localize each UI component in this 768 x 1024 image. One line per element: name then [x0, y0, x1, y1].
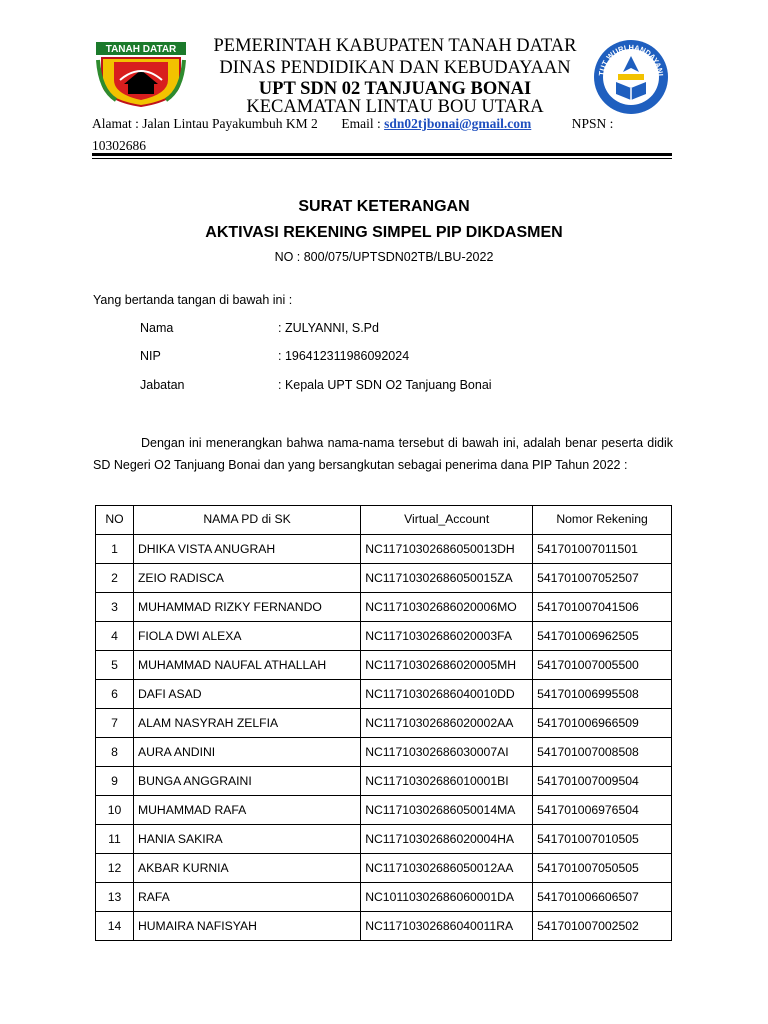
- nip-label: NIP: [140, 349, 161, 363]
- cell-no: 7: [96, 709, 134, 738]
- cell-nama: FIOLA DWI ALEXA: [133, 622, 360, 651]
- cell-nomor-rekening: 541701006606507: [533, 883, 672, 912]
- table-row: [96, 593, 672, 622]
- col-header-virtual-account: Virtual_Account: [361, 506, 533, 535]
- kop-line-1: PEMERINTAH KABUPATEN TANAH DATAR: [213, 36, 577, 56]
- kop-line-2: DINAS PENDIDIKAN DAN KEBUDAYAAN: [219, 58, 571, 78]
- table-row: [96, 796, 672, 825]
- document-subtitle: AKTIVASI REKENING SIMPEL PIP DIKDASMEN: [205, 224, 563, 241]
- cell-no: 6: [96, 680, 134, 709]
- kop-line-3: UPT SDN 02 TANJUANG BONAI: [258, 79, 532, 99]
- cell-nama: HUMAIRA NAFISYAH: [133, 912, 360, 941]
- cell-no: 14: [96, 912, 134, 941]
- cell-nama: MUHAMMAD NAUFAL ATHALLAH: [133, 651, 360, 680]
- cell-virtual-account: NC11710302686030007AI: [361, 738, 533, 767]
- table-row: [96, 854, 672, 883]
- statement-paragraph: Dengan ini menerangkan bahwa nama-nama tersebut di bawah ini, adalah benar peserta didik SD Negeri O2 Tanjuang Bonai dan yang bersangkutan sebagai penerima dana PIP Tahun 2022 :: [93, 436, 673, 472]
- document-title: SURAT KETERANGAN: [298, 198, 470, 215]
- cell-virtual-account: NC11710302686050013DH: [361, 535, 533, 564]
- cell-no: 5: [96, 651, 134, 680]
- address-label: Alamat : Jalan Lintau Payakumbuh KM 2: [92, 116, 318, 131]
- cell-nomor-rekening: 541701007050505: [533, 854, 672, 883]
- recipient-table: [95, 505, 672, 941]
- npsn-label: NPSN :: [571, 116, 614, 131]
- cell-no: 1: [96, 535, 134, 564]
- cell-no: 13: [96, 883, 134, 912]
- table-row: [96, 883, 672, 912]
- jabatan-value: : Kepala UPT SDN O2 Tanjuang Bonai: [278, 378, 492, 392]
- cell-nama: ZEIO RADISCA: [133, 564, 360, 593]
- cell-nomor-rekening: 541701007009504: [533, 767, 672, 796]
- cell-nomor-rekening: 541701007010505: [533, 825, 672, 854]
- cell-nomor-rekening: 541701006962505: [533, 622, 672, 651]
- cell-nomor-rekening: 541701007052507: [533, 564, 672, 593]
- table-row: [96, 564, 672, 593]
- table-row: [96, 709, 672, 738]
- cell-no: 3: [96, 593, 134, 622]
- header-divider-thin: [92, 158, 672, 159]
- cell-nama: BUNGA ANGGRAINI: [133, 767, 360, 796]
- table-row: [96, 738, 672, 767]
- table-row: [96, 651, 672, 680]
- table-row: [96, 825, 672, 854]
- cell-no: 4: [96, 622, 134, 651]
- cell-virtual-account: NC11710302686050012AA: [361, 854, 533, 883]
- cell-virtual-account: NC11710302686040011RA: [361, 912, 533, 941]
- cell-nomor-rekening: 541701007005500: [533, 651, 672, 680]
- cell-no: 12: [96, 854, 134, 883]
- table-header-row: [96, 506, 672, 535]
- cell-virtual-account: NC11710302686040010DD: [361, 680, 533, 709]
- cell-nomor-rekening: 541701007041506: [533, 593, 672, 622]
- cell-nama: DAFI ASAD: [133, 680, 360, 709]
- cell-virtual-account: NC10110302686060001DA: [361, 883, 533, 912]
- table-row: [96, 767, 672, 796]
- header-divider-thick: [92, 153, 672, 156]
- cell-virtual-account: NC11710302686050015ZA: [361, 564, 533, 593]
- cell-virtual-account: NC11710302686010001BI: [361, 767, 533, 796]
- cell-nomor-rekening: 541701006966509: [533, 709, 672, 738]
- col-header-no: NO: [96, 506, 134, 535]
- document-number: NO : 800/075/UPTSDN02TB/LBU-2022: [274, 250, 494, 264]
- cell-virtual-account: NC11710302686020004HA: [361, 825, 533, 854]
- col-header-nama: NAMA PD di SK: [133, 506, 360, 535]
- cell-nama: MUHAMMAD RIZKY FERNANDO: [133, 593, 360, 622]
- table-row: [96, 622, 672, 651]
- cell-nomor-rekening: 541701007008508: [533, 738, 672, 767]
- svg-text:TUT WURI HANDAYANI: TUT WURI HANDAYANI: [596, 42, 665, 77]
- email-label: Email :: [341, 116, 381, 131]
- cell-nama: DHIKA VISTA ANUGRAH: [133, 535, 360, 564]
- kop-line-4: KECAMATAN LINTAU BOU UTARA: [246, 97, 544, 117]
- svg-text:TANAH DATAR: TANAH DATAR: [105, 44, 177, 55]
- jabatan-label: Jabatan: [140, 378, 185, 392]
- cell-virtual-account: NC11710302686020005MH: [361, 651, 533, 680]
- cell-no: 10: [96, 796, 134, 825]
- col-header-nomor-rekening: Nomor Rekening: [533, 506, 672, 535]
- cell-virtual-account: NC11710302686020002AA: [361, 709, 533, 738]
- cell-no: 9: [96, 767, 134, 796]
- intro-text: Yang bertanda tangan di bawah ini :: [93, 293, 293, 307]
- cell-no: 11: [96, 825, 134, 854]
- cell-virtual-account: NC11710302686020006MO: [361, 593, 533, 622]
- cell-nama: ALAM NASYRAH ZELFIA: [133, 709, 360, 738]
- cell-no: 8: [96, 738, 134, 767]
- email-link[interactable]: sdn02tjbonai@gmail.com: [384, 116, 532, 131]
- nama-value: : ZULYANNI, S.Pd: [278, 321, 379, 335]
- cell-nomor-rekening: 541701007011501: [533, 535, 672, 564]
- table-row: [96, 535, 672, 564]
- cell-nama: AKBAR KURNIA: [133, 854, 360, 883]
- cell-nomor-rekening: 541701007002502: [533, 912, 672, 941]
- cell-virtual-account: NC11710302686020003FA: [361, 622, 533, 651]
- cell-nomor-rekening: 541701006976504: [533, 796, 672, 825]
- cell-nama: RAFA: [133, 883, 360, 912]
- cell-nomor-rekening: 541701006995508: [533, 680, 672, 709]
- cell-no: 2: [96, 564, 134, 593]
- nip-value: : 196412311986092024: [278, 349, 410, 363]
- cell-virtual-account: NC11710302686050014MA: [361, 796, 533, 825]
- cell-nama: HANIA SAKIRA: [133, 825, 360, 854]
- npsn-value: 10302686: [92, 138, 146, 153]
- nama-label: Nama: [140, 321, 174, 335]
- address-line: [92, 116, 613, 132]
- cell-nama: MUHAMMAD RAFA: [133, 796, 360, 825]
- cell-nama: AURA ANDINI: [133, 738, 360, 767]
- table-row: [96, 680, 672, 709]
- table-row: [96, 912, 672, 941]
